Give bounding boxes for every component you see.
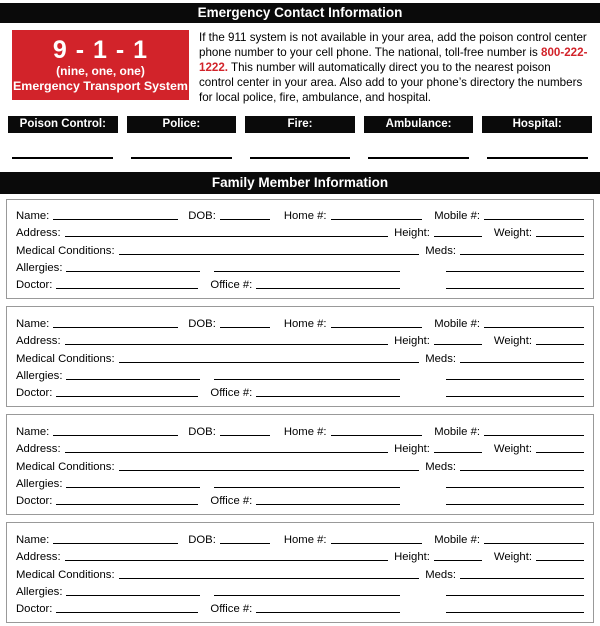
member-row-medical <box>16 347 584 364</box>
name-field-line[interactable] <box>53 543 178 544</box>
doctor-label: Doctor: <box>16 495 53 508</box>
mobile-phone-label: Mobile #: <box>434 425 481 438</box>
name-label: Name: <box>16 317 50 330</box>
dob-label: DOB: <box>188 533 216 546</box>
member-row-address <box>16 222 584 239</box>
weight-field-line[interactable] <box>536 236 584 237</box>
dob-field-line[interactable] <box>220 543 270 544</box>
doctor-field-line[interactable] <box>56 288 198 289</box>
member-row-address <box>16 438 584 455</box>
allergies-label: Allergies: <box>16 585 63 598</box>
meds-field-line[interactable] <box>460 578 584 579</box>
poison-control-phone-number: 800-222-1222. <box>199 45 588 74</box>
member-row-name <box>16 312 584 329</box>
meds-extra-line-2[interactable] <box>446 396 584 397</box>
info-text-before: If the 911 system is not available in your area, add the poison control center phone number to your cell phone. The national, toll-free number is <box>199 31 587 59</box>
911-red-box <box>12 30 189 100</box>
member-row-allergies <box>16 365 584 382</box>
height-label: Height: <box>394 227 430 240</box>
meds-extra-line-1[interactable] <box>446 271 584 272</box>
member-row-medical <box>16 239 584 256</box>
member-row-doctor <box>16 274 584 291</box>
medical-conditions-label: Medical Conditions: <box>16 568 115 581</box>
dob-label: DOB: <box>188 209 216 222</box>
weight-field-line[interactable] <box>536 452 584 453</box>
doctor-field-line[interactable] <box>56 396 198 397</box>
911-caption: Emergency Transport System <box>13 78 188 93</box>
allergies-field-line[interactable] <box>66 487 200 488</box>
emergency-contact-header-bar <box>0 3 600 23</box>
mobile-phone-label: Mobile #: <box>434 317 481 330</box>
contact-cell <box>245 157 355 159</box>
contact-cell <box>8 157 118 159</box>
meds-label: Meds: <box>425 352 456 365</box>
dob-label: DOB: <box>188 317 216 330</box>
doctor-label: Doctor: <box>16 387 53 400</box>
member-row-medical <box>16 455 584 472</box>
office-phone-field-line[interactable] <box>256 612 400 613</box>
911-phonetic: (nine, one, one) <box>56 63 145 78</box>
office-phone-label: Office #: <box>210 279 253 292</box>
meds-field-line[interactable] <box>460 362 584 363</box>
name-field-line[interactable] <box>53 219 178 220</box>
home-phone-label: Home #: <box>283 533 327 546</box>
police-fill-line[interactable] <box>131 157 232 159</box>
emergency-contacts-label-row <box>8 116 592 133</box>
contact-label-fire: Fire: <box>245 116 355 133</box>
intro-section <box>0 23 600 108</box>
contact-label-poison-control: Poison Control: <box>8 116 118 133</box>
medical-conditions-field-line[interactable] <box>119 254 420 255</box>
allergies-label: Allergies: <box>16 262 63 275</box>
office-phone-label: Office #: <box>210 387 253 400</box>
poison-control-info-paragraph <box>199 30 588 106</box>
member-row-doctor <box>16 382 584 399</box>
meds-extra-line-2[interactable] <box>446 504 584 505</box>
address-field-line[interactable] <box>65 452 389 453</box>
member-row-address <box>16 330 584 347</box>
meds-label: Meds: <box>425 568 456 581</box>
medical-conditions-field-line[interactable] <box>119 362 420 363</box>
family-member-header-bar <box>0 172 600 194</box>
home-phone-label: Home #: <box>283 425 327 438</box>
mobile-phone-field-line[interactable] <box>484 435 584 436</box>
dob-field-line[interactable] <box>220 435 270 436</box>
member-row-allergies <box>16 257 584 274</box>
height-field-line[interactable] <box>434 452 482 453</box>
weight-label: Weight: <box>493 443 532 456</box>
medical-conditions-field-line[interactable] <box>119 578 420 579</box>
weight-label: Weight: <box>493 227 532 240</box>
doctor-label: Doctor: <box>16 603 53 616</box>
member-row-name <box>16 205 584 222</box>
dob-field-line[interactable] <box>220 327 270 328</box>
meds-label: Meds: <box>425 460 456 473</box>
member-row-address <box>16 546 584 563</box>
meds-extra-line-2[interactable] <box>446 612 584 613</box>
member-row-medical <box>16 563 584 580</box>
poison-control-fill-line[interactable] <box>12 157 113 159</box>
name-label: Name: <box>16 533 50 546</box>
office-phone-field-line[interactable] <box>256 288 400 289</box>
medical-conditions-label: Medical Conditions: <box>16 352 115 365</box>
weight-label: Weight: <box>493 551 532 564</box>
name-label: Name: <box>16 425 50 438</box>
allergies-extra-line[interactable] <box>214 595 400 596</box>
weight-field-line[interactable] <box>536 344 584 345</box>
doctor-field-line[interactable] <box>56 504 198 505</box>
allergies-label: Allergies: <box>16 478 63 490</box>
doctor-field-line[interactable] <box>56 612 198 613</box>
meds-label: Meds: <box>425 244 456 257</box>
allergies-extra-line[interactable] <box>214 487 400 488</box>
info-text-after: This number will automatically direct you to the nearest poison control center in your area. Also add to your phone’s directory the numbers for local police, fire, ambulance, and hospital. <box>199 60 583 104</box>
home-phone-field-line[interactable] <box>331 327 423 328</box>
address-label: Address: <box>16 227 61 240</box>
medical-conditions-field-line[interactable] <box>119 470 420 471</box>
height-label: Height: <box>394 335 430 348</box>
name-label: Name: <box>16 209 50 222</box>
meds-extra-line-1[interactable] <box>446 595 584 596</box>
doctor-label: Doctor: <box>16 279 53 292</box>
contact-label-police: Police: <box>127 116 237 133</box>
page-title: Emergency Contact Information <box>197 5 403 20</box>
mobile-phone-label: Mobile #: <box>434 209 481 222</box>
address-field-line[interactable] <box>65 236 389 237</box>
member-row-doctor <box>16 598 584 615</box>
office-phone-field-line[interactable] <box>256 396 400 397</box>
family-member-list <box>0 199 600 624</box>
weight-field-line[interactable] <box>536 560 584 561</box>
height-field-line[interactable] <box>434 236 482 237</box>
contact-label-ambulance: Ambulance: <box>364 116 474 133</box>
meds-extra-line-1[interactable] <box>446 487 584 488</box>
address-field-line[interactable] <box>65 344 389 345</box>
contact-cell <box>364 157 474 159</box>
medical-conditions-label: Medical Conditions: <box>16 244 115 257</box>
mobile-phone-field-line[interactable] <box>484 219 584 220</box>
contact-cell <box>482 157 592 159</box>
weight-label: Weight: <box>493 335 532 348</box>
office-phone-label: Office #: <box>210 495 253 508</box>
mobile-phone-label: Mobile #: <box>434 533 481 546</box>
height-label: Height: <box>394 443 430 456</box>
911-number: 9 - 1 - 1 <box>52 35 149 64</box>
name-field-line[interactable] <box>53 327 178 328</box>
meds-field-line[interactable] <box>460 254 584 255</box>
height-field-line[interactable] <box>434 560 482 561</box>
home-phone-field-line[interactable] <box>331 219 423 220</box>
member-row-doctor <box>16 490 584 507</box>
home-phone-field-line[interactable] <box>331 435 423 436</box>
family-member-card <box>6 306 594 407</box>
dob-field-line[interactable] <box>220 219 270 220</box>
home-phone-field-line[interactable] <box>331 543 423 544</box>
hospital-fill-line[interactable] <box>487 157 588 159</box>
member-row-name <box>16 420 584 437</box>
fire-fill-line[interactable] <box>250 157 351 159</box>
office-phone-field-line[interactable] <box>256 504 400 505</box>
office-phone-label: Office #: <box>210 603 253 616</box>
emergency-contacts-fill-row <box>8 157 592 159</box>
address-label: Address: <box>16 443 61 456</box>
allergies-extra-line[interactable] <box>214 271 400 272</box>
name-field-line[interactable] <box>53 435 178 436</box>
ambulance-fill-line[interactable] <box>368 157 469 159</box>
allergies-label: Allergies: <box>16 370 63 383</box>
member-row-name <box>16 528 584 545</box>
medical-conditions-label: Medical Conditions: <box>16 460 115 473</box>
member-row-allergies <box>16 473 584 490</box>
contact-label-hospital: Hospital: <box>482 116 592 133</box>
allergies-field-line[interactable] <box>66 271 200 272</box>
address-field-line[interactable] <box>65 560 389 561</box>
address-label: Address: <box>16 335 61 348</box>
family-member-card <box>6 414 594 515</box>
home-phone-label: Home #: <box>283 317 327 330</box>
allergies-field-line[interactable] <box>66 595 200 596</box>
mobile-phone-field-line[interactable] <box>484 543 584 544</box>
meds-extra-line-2[interactable] <box>446 288 584 289</box>
family-member-card <box>6 522 594 623</box>
height-label: Height: <box>394 551 430 564</box>
height-field-line[interactable] <box>434 344 482 345</box>
family-section-title: Family Member Information <box>211 174 389 190</box>
meds-extra-line-1[interactable] <box>446 379 584 380</box>
dob-label: DOB: <box>188 425 216 438</box>
contact-cell <box>127 157 237 159</box>
meds-field-line[interactable] <box>460 470 584 471</box>
address-label: Address: <box>16 551 61 564</box>
allergies-extra-line[interactable] <box>214 379 400 380</box>
home-phone-label: Home #: <box>283 209 327 222</box>
allergies-field-line[interactable] <box>66 379 200 380</box>
family-member-card <box>6 199 594 300</box>
member-row-allergies <box>16 581 584 598</box>
mobile-phone-field-line[interactable] <box>484 327 584 328</box>
